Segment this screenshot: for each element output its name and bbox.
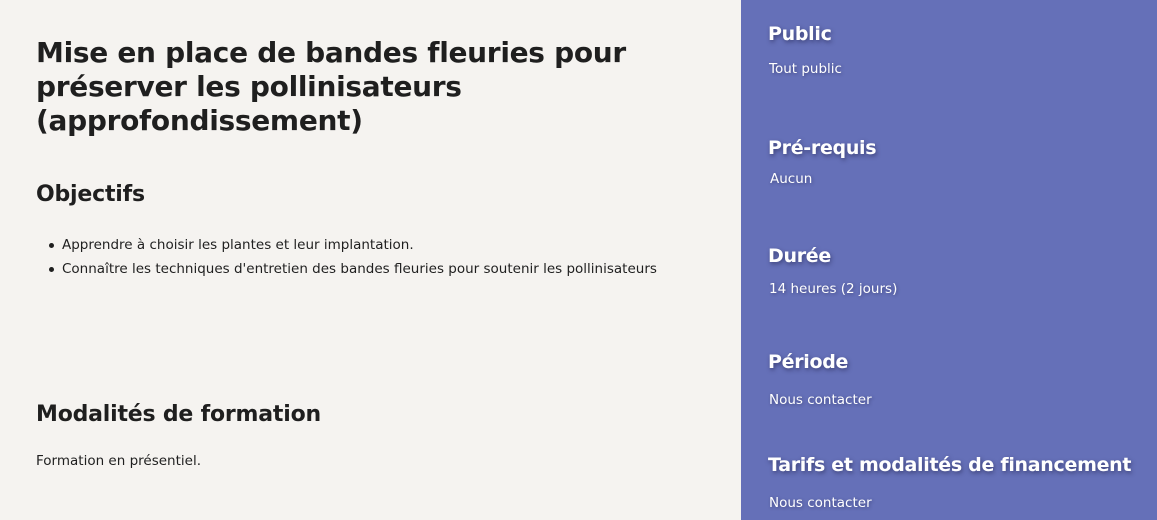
- duree-label: Durée: [768, 245, 831, 267]
- list-item: Apprendre à choisir les plantes et leur implantation.: [36, 233, 657, 257]
- tarifs-label: Tarifs et modalités de financement: [768, 454, 1132, 476]
- duree-value: 14 heures (2 jours): [769, 281, 898, 297]
- prerequis-label: Pré-requis: [768, 137, 877, 159]
- list-item: Connaître les techniques d'entretien des bandes fleuries pour soutenir les pollinisateurs: [36, 257, 657, 281]
- prerequis-value: Aucun: [770, 171, 813, 187]
- objectifs-heading: Objectifs: [36, 182, 145, 207]
- modalites-text: Formation en présentiel.: [36, 453, 201, 469]
- public-value: Tout public: [769, 61, 842, 77]
- page-title: Mise en place de bandes fleuries pour préserver les pollinisateurs (approfondissement): [36, 36, 626, 137]
- periode-label: Période: [768, 351, 849, 373]
- public-label: Public: [768, 23, 832, 45]
- info-sidebar: [741, 0, 1157, 520]
- periode-value: Nous contacter: [769, 392, 872, 408]
- objectifs-list: [36, 233, 657, 281]
- tarifs-value: Nous contacter: [769, 495, 872, 511]
- modalites-heading: Modalités de formation: [36, 402, 321, 427]
